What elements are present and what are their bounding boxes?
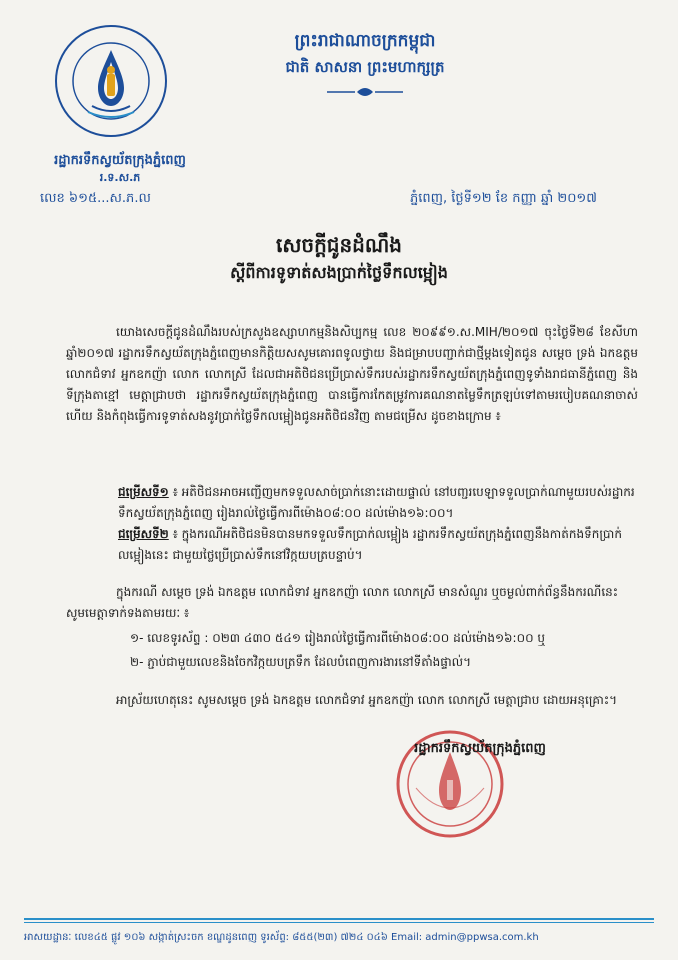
date-line: ភ្នំពេញ, ថ្ងៃទី១២ ខែ កញ្ញា ឆ្នាំ ២០១៧ xyxy=(410,191,597,206)
closing-paragraph: អាស្រ័យហេតុនេះ សូមសម្តេច ទ្រង់ ឯកឧត្តម លោកជំទាវ អ្នកឧកញ៉ា លោក លោកស្រី មេត្តាជ្រាប ដោយអនុគ្រោះ។ xyxy=(116,693,618,707)
footer-divider-thin xyxy=(24,922,654,923)
option-text: ៖ អតិថិជនអាចអញ្ជើញមកទទួលសាច់ប្រាក់នោះដោយផ្ទាល់ នៅបញ្ជរបេឡាទទួលប្រាក់ណាមួយរបស់រដ្ឋាករ ទឹកស្វយ័តក្រុងភ្នំពេញ រៀងរាល់ថ្ងៃធ្វើការពីម៉ោង០៨:០០ ដល់ម៉ោង១៦:០០។ xyxy=(118,485,635,520)
ref-value: ៦១៥...ស.ភ.ល xyxy=(68,191,151,206)
footer-address: អាសយដ្ឋានៈ លេខ៤៥ ផ្លូវ ១០៦ សង្កាត់ស្រះចក ខណ្ឌដូនពេញ ទូរស័ព្ទ: ៨៥៥(២៣) ៧២៤ ០៤៦ Email: admin@ppwsa.com.kh xyxy=(24,932,539,943)
contact-intro: ក្នុងករណី សម្តេច ទ្រង់ ឯកឧត្តម លោកជំទាវ អ្នកឧកញ៉ា លោក លោកស្រី មានសំណួរ ឬចម្ងល់ពាក់ព័ន្ធនឹងករណីនេះ សូមមេត្តាទាក់ទងតាមរយៈ ៖ xyxy=(66,585,619,620)
body-paragraph: យោងសេចក្តីជូនដំណឹងរបស់ក្រសួងឧស្សាហកម្មនិងសិប្បកម្ម លេខ ២០៩៩១.ស.MIH/២០១៧ ចុះថ្ងៃទី២៨ ខែសីហា ឆ្នាំ២០១៧ រដ្ឋាករទឹកស្វយ័តក្រុងភ្នំពេញមានកិត្តិយសសូមគោរពទូលថ្វាយ និងជម្រាបបញ្ជាក់ជាថ្មីម្តងទៀតជូន សម្តេច ទ្រង់ ឯកឧត្តម លោកជំទាវ អ្នកឧកញ៉ា លោក លោកស្រី ដែលជាអតិថិជនប្រើប្រាស់ទឹករបស់រដ្ឋាករទឹកស្វយ័តក្រុងភ្នំពេញទូទាំងរាជធានីភ្នំពេញ និងទីក្រុងតាខ្មៅ មេត្តាជ្រាបថា រដ្ឋាករទឹកស្វយ័តក្រុងភ្នំពេញ បានធ្វើការកែតម្រូវការគណនាតម្លៃទឹកត្រឡប់ទៅតាមរបៀបគណនាចាស់ហើយ និងកំពុងធ្វើការទូទាត់សងនូវប្រាក់ថ្លៃទឹកលម្អៀងជូនអតិថិជនវិញ តាមជម្រើស ដូចខាងក្រោម ៖ xyxy=(66,325,638,423)
document-subject: ស្តីពីការទូទាត់សងប្រាក់ថ្លៃទឹកលម្អៀង xyxy=(230,263,448,282)
contact-invoice: ២- ភ្ជាប់ជាមួយលេខនិងចែកវិក្កយបត្រទឹក ដែលបំពេញការងារនៅទីតាំងផ្ទាល់។ xyxy=(130,655,472,669)
option-label: ជម្រើសទី២ xyxy=(118,527,169,541)
org-name: រដ្ឋាករទឹកស្វយ័តក្រុងភ្នំពេញ xyxy=(54,153,186,168)
footer-divider xyxy=(24,918,654,920)
option-label: ជម្រើសទី១ xyxy=(118,485,169,499)
org-abbr: រ.ទ.ស.ភ xyxy=(99,171,141,184)
document-title: សេចក្តីជូនដំណឹង xyxy=(276,233,402,257)
option-item xyxy=(118,482,638,524)
national-motto: ជាតិ សាសនា ព្រះមហាក្សត្រ xyxy=(285,58,445,76)
contact-phone: ១- លេខទូរស័ព្ទ : ០២៣ ៤៣០ ៥៤១ រៀងរាល់ថ្ងៃធ្វើការពីម៉ោង០៨:០០ ដល់ម៉ោង១៦:០០ ឬ xyxy=(130,631,546,645)
option-text: ៖ ក្នុងករណីអតិថិជនមិនបានមកទទួលទឹកប្រាក់លម្អៀង រដ្ឋាករទឹកស្វយ័តក្រុងភ្នំពេញនឹងកាត់កងទឹកប្រាក់លម្អៀងនេះ ជាមួយថ្លៃប្រើប្រាស់ទឹកនៅវិក្កយបត្របន្ទាប់។ xyxy=(118,527,622,562)
option-item xyxy=(118,524,638,566)
ornament-divider-icon xyxy=(325,86,405,98)
ppwsa-logo-icon xyxy=(52,22,170,140)
ref-label: លេខ xyxy=(40,191,65,206)
signer-name: រដ្ឋាករទឹកស្វយ័តក្រុងភ្នំពេញ xyxy=(414,741,546,756)
kingdom-heading: ព្រះរាជាណាចក្រកម្ពុជា xyxy=(294,31,436,51)
reference-number xyxy=(40,190,151,209)
